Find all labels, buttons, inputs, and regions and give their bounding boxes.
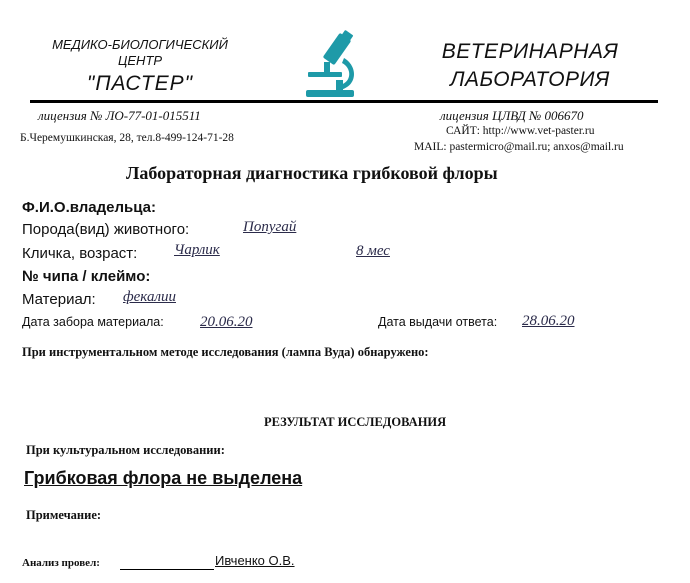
signature-label: Анализ провел:	[22, 557, 100, 569]
instrumental-method: При инструментальном методе исследования (лампа Вуда) обнаружено:	[22, 345, 429, 359]
name-age-label: Кличка, возраст:	[22, 245, 138, 262]
microscope-icon	[300, 30, 362, 100]
lab-line-2: ЛАБОРАТОРИЯ	[450, 68, 610, 91]
issue-date-label: Дата выдачи ответа:	[378, 315, 498, 329]
org-line-2: ЦЕНТР	[117, 53, 163, 68]
result-heading: РЕЗУЛЬТАТ ИССЛЕДОВАНИЯ	[264, 415, 447, 429]
signature-line	[120, 569, 214, 570]
issue-date-value: 28.06.20	[522, 313, 575, 329]
address: Б.Черемушкинская, 28, тел.8-499-124-71-28	[20, 132, 234, 144]
lab-line-1: ВЕТЕРИНАРНАЯ	[441, 40, 619, 63]
header-divider	[30, 100, 658, 103]
collect-date-value: 20.06.20	[200, 314, 253, 330]
breed-value: Попугай	[243, 219, 297, 235]
license-left: лицензия № ЛО-77-01-015511	[38, 108, 201, 123]
culture-result: Грибковая флора не выделена	[24, 468, 303, 488]
page-title: Лабораторная диагностика грибковой флоры	[126, 163, 498, 183]
material-value: фекалии	[123, 289, 176, 305]
breed-label: Порода(вид) животного:	[22, 221, 190, 238]
signature-name: Ивченко О.В.	[215, 553, 295, 568]
collect-date-label: Дата забора материала:	[22, 315, 164, 329]
org-name: "ПАСТЕР"	[86, 72, 194, 95]
license-right: лицензия ЦЛВД № 006670	[440, 108, 584, 123]
material-label: Материал:	[22, 291, 96, 308]
org-line-1: МЕДИКО-БИОЛОГИЧЕСКИЙ	[52, 37, 228, 52]
culture-label: При культуральном исследовании:	[26, 443, 225, 457]
mail-line: MAIL: pastermicro@mail.ru; anxos@mail.ru	[414, 141, 624, 153]
age-value: 8 мес	[356, 243, 390, 259]
site-line: САЙТ: http://www.vet-paster.ru	[446, 125, 595, 137]
pet-name-value: Чарлик	[174, 242, 220, 258]
note-label: Примечание:	[26, 508, 102, 522]
owner-label: Ф.И.О.владельца:	[22, 199, 157, 216]
chip-label: № чипа / клеймо:	[22, 268, 151, 285]
